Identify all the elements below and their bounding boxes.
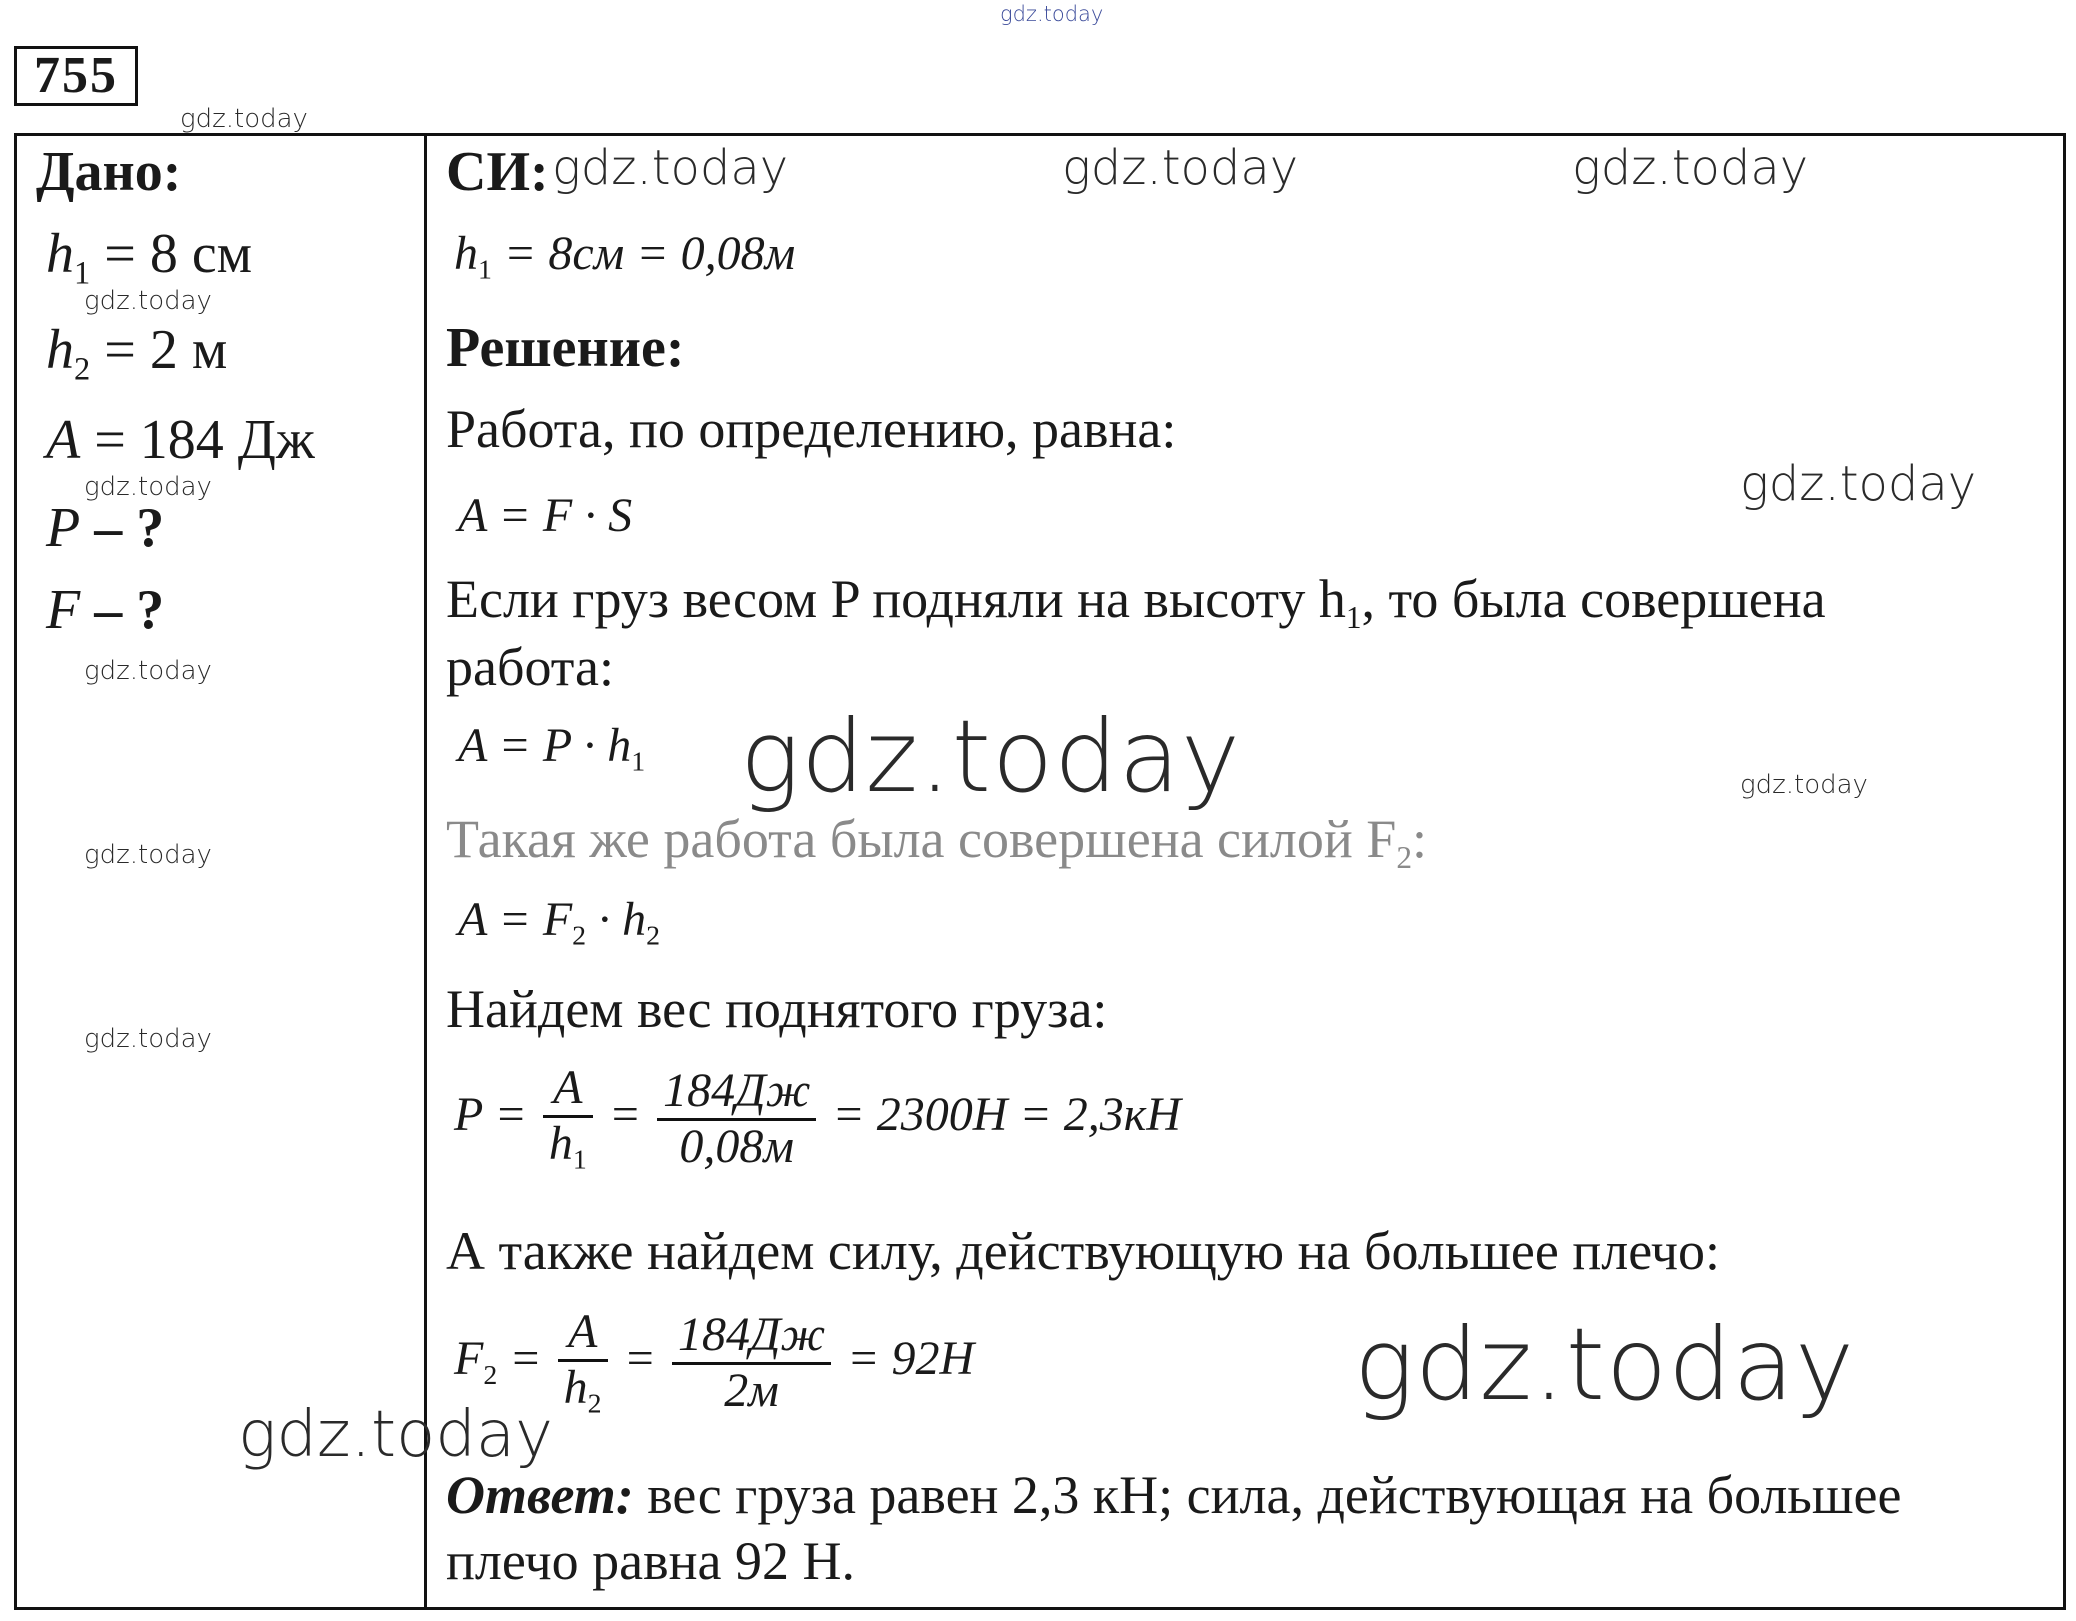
si-conversion: $h_1 = 8см = 0,08м$ [454,227,796,286]
watermark: gdz.today [180,104,308,134]
watermark: gdz.today [1740,770,1868,800]
answer-line-1: Ответ: вес груза равен 2,3 кН; сила, действующая на большее [446,1465,1902,1525]
watermark: gdz.today [1062,140,1299,196]
given-a: A = 184 Дж [46,409,315,471]
given-h2: $h_2 = 2$ м [46,319,228,388]
problem-number: 755 [14,46,138,106]
formula-work-force: $A = F_2 \cdot h_2$ [458,893,661,952]
given-p: P – ? [46,497,165,559]
watermark: gdz.today [84,286,212,316]
watermark: gdz.today [84,656,212,686]
watermark: gdz.today [84,472,212,502]
formula-force: $F_2$ = $\frac{A}{h_2}$ = $\frac{184Дж}{2м}$ = 92H [454,1305,975,1420]
fraction: $\frac{184Дж}{2м}$ [672,1309,831,1418]
solution-heading: Решение: [446,317,685,379]
watermark-large: gdz.today [1354,1306,1856,1423]
answer-line-2: плечо равна 92 Н. [446,1531,855,1591]
solution-text-5: А также найдем силу, действующую на большее плечо: [446,1221,1720,1281]
watermark: gdz.today [552,140,789,196]
given-h1: $h_1 = 8$ см [46,223,253,292]
watermark: gdz.today [84,1024,212,1054]
fraction: $\frac{A}{h_2}$ [558,1306,608,1420]
formula-work-definition: A = F · S [458,489,633,542]
fraction: $\frac{184Дж}{0,08м}$ [657,1065,816,1174]
formula-weight: P = $\frac{A}{h_1}$ = $\frac{184Дж}{0,08м}$ = 2300H = 2,3кH [454,1061,1181,1176]
formula-work-weight: $A = P \cdot h_1$ [458,719,646,778]
fraction: $\frac{A}{h_1}$ [543,1062,593,1176]
solution-text-1: Работа, по определению, равна: [446,399,1177,459]
given-f: F – ? [46,579,165,641]
watermark-top: gdz.today [1000,2,1104,26]
watermark: gdz.today [1572,140,1809,196]
watermark: gdz.today [1740,456,1977,512]
watermark: gdz.today [84,840,212,870]
column-divider [424,133,427,1610]
given-heading: Дано: [36,141,182,203]
solution-text-2: Если груз весом P подняли на высоту $h_1$, то была совершена [446,569,1826,635]
solution-text-2-cont: работа: [446,637,614,697]
watermark: gdz.today [238,1398,553,1472]
watermark-large: gdz.today [740,698,1242,815]
solution-text-3: Такая же работа была совершена силой $F_2$: [446,809,1427,875]
solution-text-4: Найдем вес поднятого груза: [446,979,1108,1039]
si-heading: СИ: [446,141,549,203]
